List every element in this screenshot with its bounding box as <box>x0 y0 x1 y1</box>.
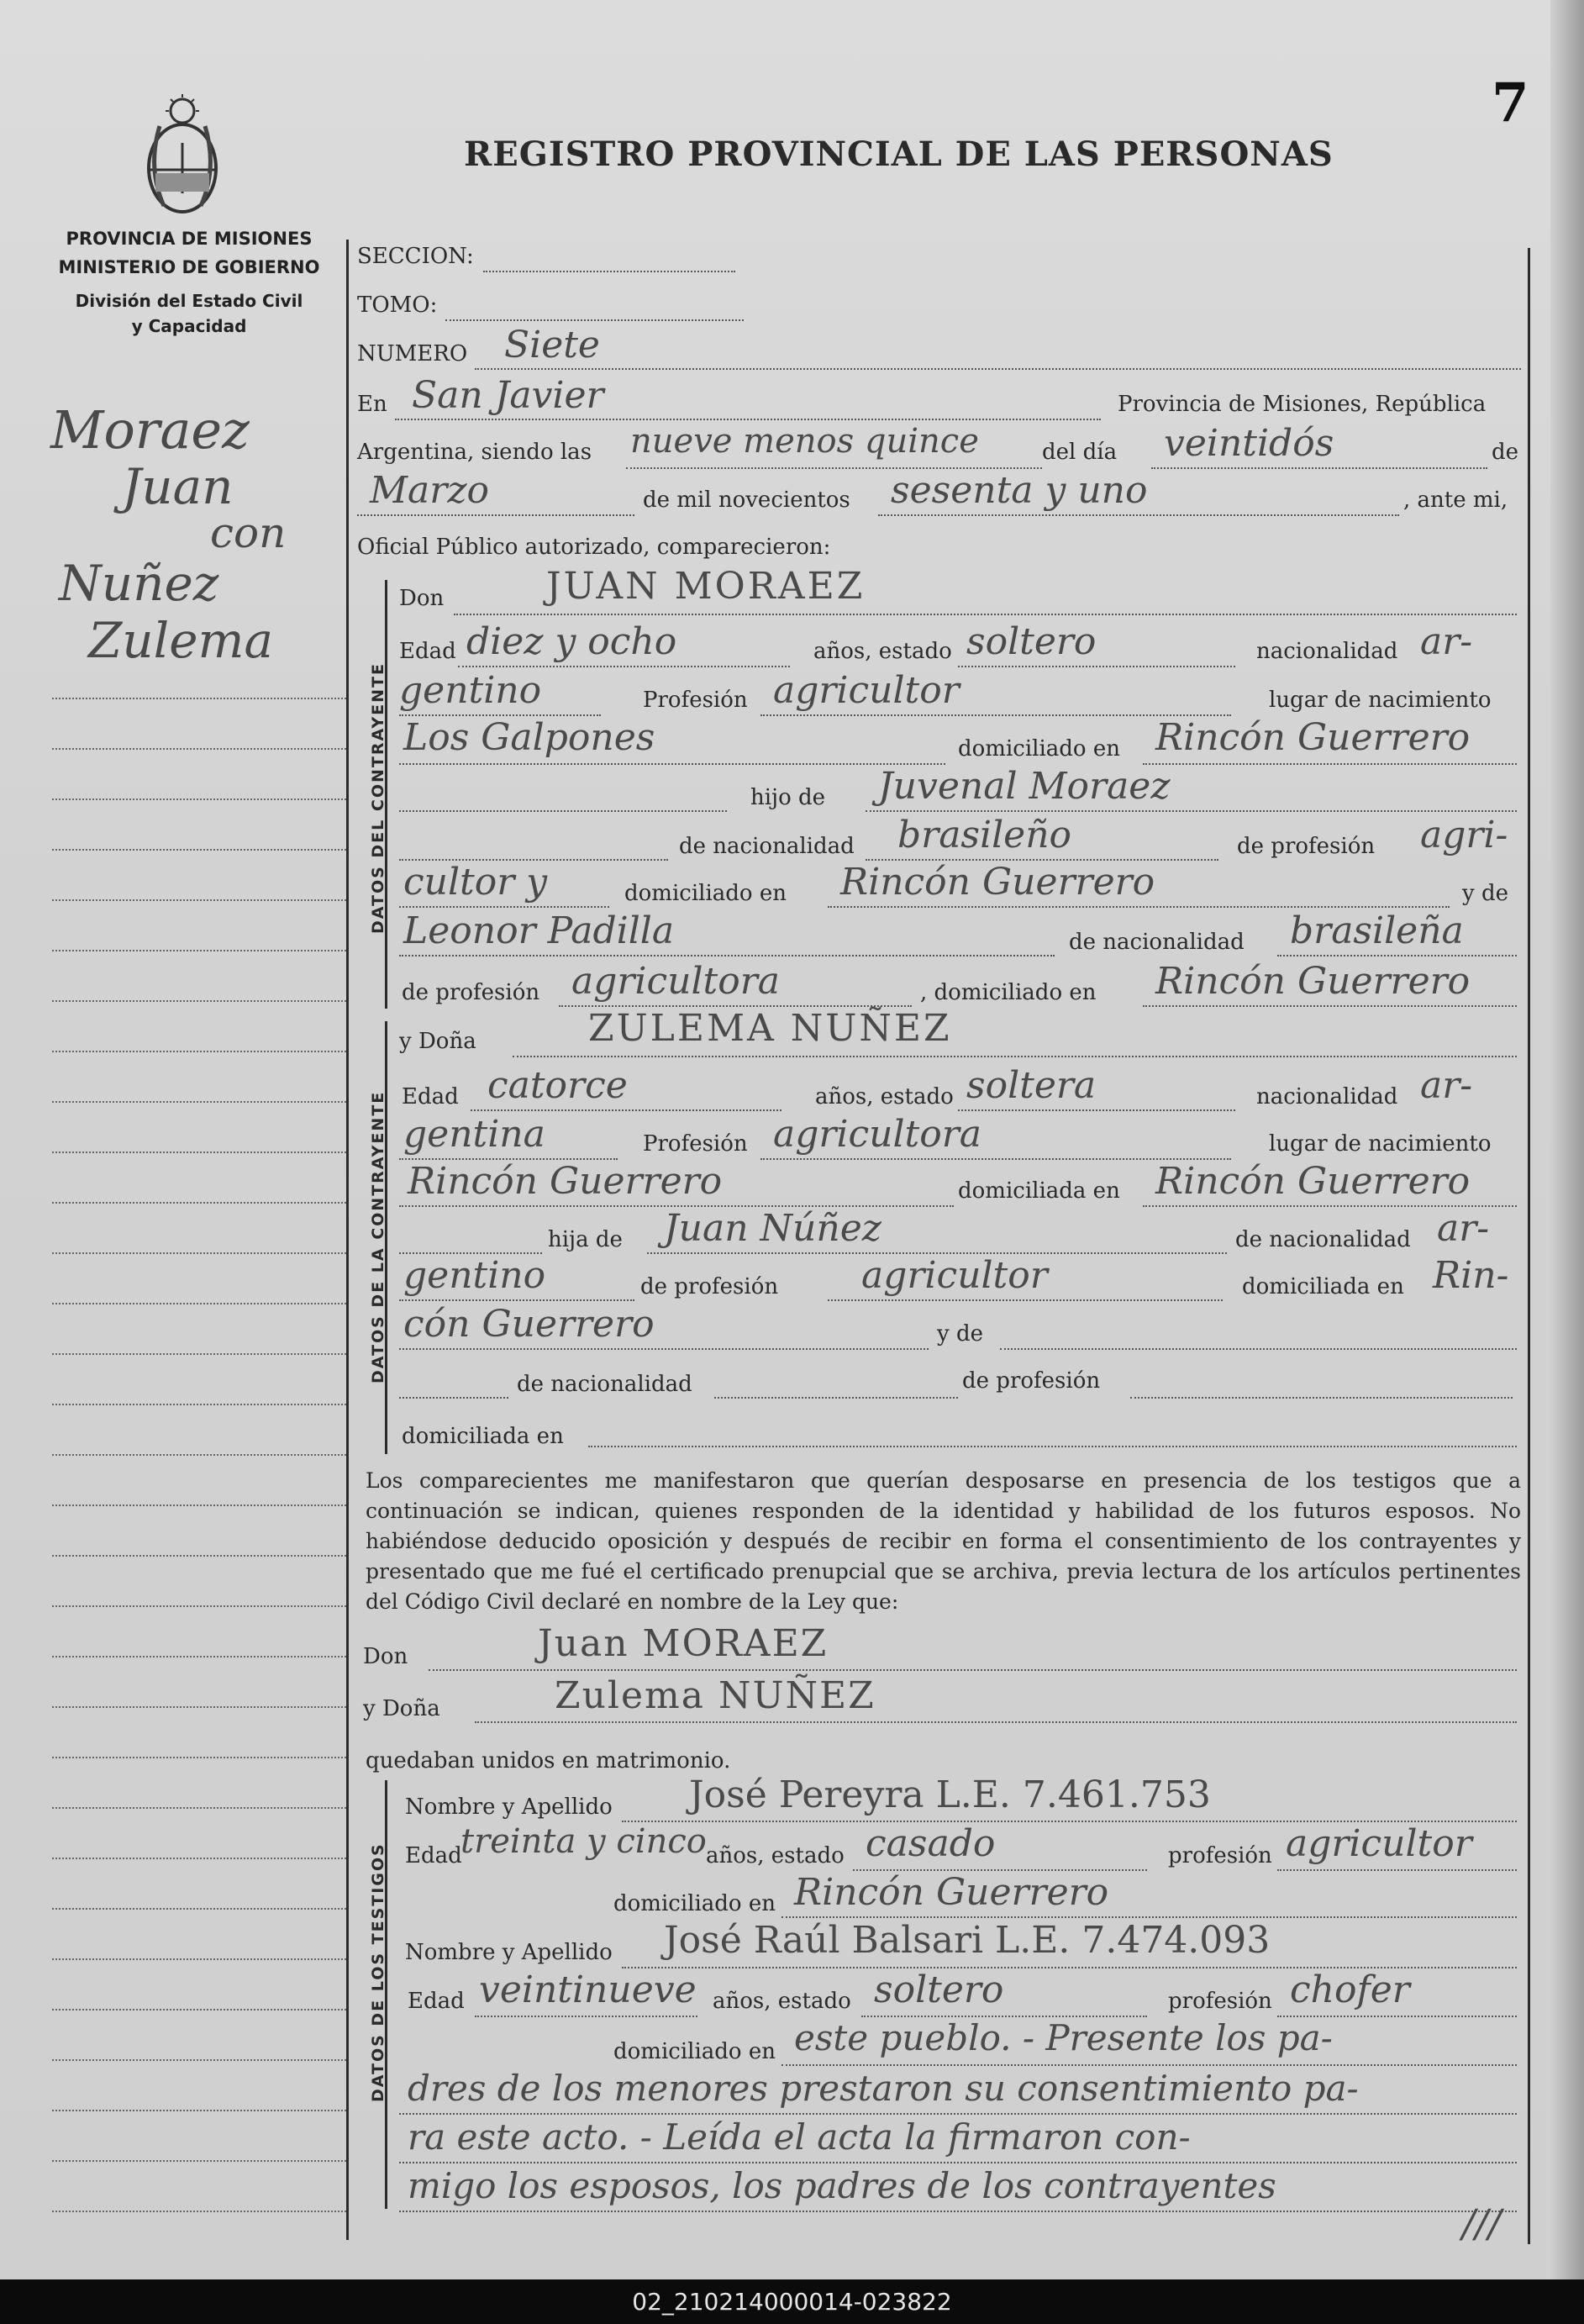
ministry-label: MINISTERIO DE GOBIERNO <box>58 257 320 277</box>
domiciliado-label: domiciliado en <box>958 736 1120 761</box>
t2-profesion-label: profesión <box>1168 1989 1272 2014</box>
testigo2-nombre: José Raúl Balsari L.E. 7.474.093 <box>664 1919 1271 1962</box>
padre-profesion-b: cultor y <box>403 861 548 904</box>
decl-don-value: Juan MORAEZ <box>538 1622 829 1665</box>
contrayente-section-label: DATOS DEL CONTRAYENTE <box>369 662 387 934</box>
margin-note-surname: Moraez <box>50 399 250 461</box>
contrayenta-estado: soltera <box>966 1064 1097 1107</box>
edad-label: Edad <box>399 639 456 664</box>
testigo2-estado: soltero <box>874 1968 1004 2011</box>
lugar-nacimiento-label-f: lugar de nacimiento <box>1269 1131 1492 1157</box>
declaracion-text: Los comparecientes me manifestaron que querían desposarse en presencia de los testigos que a continuación se indican, quienes responden de la identidad y habilidad de los futuros esposos. No habiéndose deducido oposición y después de recibir en forma el consentimiento de los contrayentes y presentado que me fué el certificado prenupcial que se archiva, previa lectura de los artículos pertinentes del Código Civil declaré en nombre de la Ley que: <box>366 1468 1521 1614</box>
madre-f-domicilio-label: domiciliada en <box>402 1424 564 1449</box>
padre-profesion-label: de profesión <box>1237 834 1376 859</box>
madre-f-nacionalidad-label: de nacionalidad <box>517 1372 692 1397</box>
madre-profesion-label: de profesión <box>402 980 540 1005</box>
argentina-text: Argentina, siendo las <box>357 440 592 465</box>
tomo-label: TOMO: <box>357 292 438 318</box>
nota-linea-2: ra este acto. - Leída el acta la firmaron con- <box>408 2116 1191 2158</box>
testigo1-nombre: José Pereyra L.E. 7.461.753 <box>689 1773 1211 1816</box>
padre-f-profesion-label: de profesión <box>640 1274 779 1299</box>
division-sublabel: y Capacidad <box>131 316 247 336</box>
hija-de-label: hija de <box>548 1227 623 1252</box>
madre-nacionalidad-label: de nacionalidad <box>1069 930 1245 955</box>
lugar-nacimiento-label: lugar de nacimiento <box>1269 688 1492 713</box>
domiciliada-label: domiciliada en <box>958 1178 1120 1204</box>
padre-f-nacionalidad-b: gentino <box>403 1254 546 1297</box>
testigo2-edad: veintinueve <box>479 1968 697 2011</box>
padre-f-nacionalidad-label: de nacionalidad <box>1235 1227 1411 1252</box>
contrayenta-domicilio: Rincón Guerrero <box>1155 1160 1471 1203</box>
contrayenta-edad: catorce <box>487 1064 628 1107</box>
madre-f-profesion-label: de profesión <box>962 1368 1101 1394</box>
contrayenta-nombre: ZULEMA NUÑEZ <box>588 1007 952 1050</box>
t2-edad-label: Edad <box>408 1989 465 2014</box>
margin-note-name: Juan <box>122 458 234 515</box>
contrayente-f-section-label: DATOS DE LA CONTRAYENTE <box>369 1090 387 1383</box>
margin-note-surname-2: Nuñez <box>59 555 219 612</box>
testigos-section-label: DATOS DE LOS TESTIGOS <box>369 1842 387 2102</box>
padre-domicilio-label: domiciliado en <box>624 881 787 906</box>
contrayenta-nacionalidad-a: ar- <box>1420 1064 1473 1107</box>
margin-note-name-2: Zulema <box>88 612 274 669</box>
testigo1-domicilio: Rincón Guerrero <box>794 1871 1109 1914</box>
decl-dona-value: Zulema NUÑEZ <box>555 1674 876 1717</box>
hijo-de-label: hijo de <box>750 785 826 810</box>
testigo2-profesion: chofer <box>1290 1968 1410 2011</box>
testigo2-domicilio: este pueblo. - Presente los pa- <box>794 2017 1333 2058</box>
del-dia-label: del día <box>1042 440 1118 465</box>
contrayente-madre: Leonor Padilla <box>403 909 675 952</box>
t2-anios-label: años, estado <box>713 1989 851 2014</box>
province-label: PROVINCIA DE MISIONES <box>66 229 313 249</box>
nacionalidad-label-f: nacionalidad <box>1256 1084 1398 1109</box>
t2-nombre-label: Nombre y Apellido <box>405 1940 613 1965</box>
t1-profesion-label: profesión <box>1168 1843 1272 1868</box>
contrayente-estado: soltero <box>966 620 1097 663</box>
profesion-label-f: Profesión <box>643 1131 748 1157</box>
testigo1-profesion: agricultor <box>1286 1822 1472 1865</box>
coat-of-arms-icon <box>139 92 227 219</box>
image-caption: 02_210214000014-023822 <box>0 2279 1584 2324</box>
contrayente-nacionalidad-a: ar- <box>1420 620 1473 663</box>
padre-f-nacionalidad-a: ar- <box>1437 1207 1490 1250</box>
t1-anios-label: años, estado <box>706 1843 845 1868</box>
madre-domicilio-label: , domiciliado en <box>920 980 1097 1005</box>
document-title: REGISTRO PROVINCIAL DE LAS PERSONAS <box>464 134 1334 174</box>
madre-domicilio: Rincón Guerrero <box>1155 960 1471 1003</box>
anios-estado-label: años, estado <box>813 639 952 664</box>
quedaban-text: quedaban unidos en matrimonio. <box>366 1748 731 1773</box>
de-label: de <box>1492 440 1519 465</box>
oficial-text: Oficial Público autorizado, comparecieron: <box>357 535 831 560</box>
y-de-label-f: y de <box>937 1321 983 1346</box>
contrayenta-nacionalidad-b: gentina <box>403 1113 545 1156</box>
contrayente-nombre: JUAN MORAEZ <box>546 565 866 608</box>
padre-nacionalidad-label: de nacionalidad <box>679 834 855 859</box>
contrayente-profesion: agricultor <box>773 669 960 712</box>
lugar-acta-value: San Javier <box>412 374 604 417</box>
nota-linea-1: dres de los menores prestaron su consentimiento pa- <box>408 2068 1359 2109</box>
contrayenta-padre: Juan Núñez <box>664 1207 881 1250</box>
testigo1-estado: casado <box>866 1822 996 1865</box>
contrayente-edad: diez y ocho <box>466 620 677 663</box>
margin-note-con: con <box>210 509 287 557</box>
padre-domicilio: Rincón Guerrero <box>840 861 1155 904</box>
testigo1-edad: treinta y cinco <box>460 1822 707 1861</box>
nota-continua: /// <box>1462 2200 1502 2246</box>
madre-profesion: agricultora <box>571 960 780 1003</box>
madre-nacionalidad: brasileña <box>1290 909 1464 952</box>
anios-estado-label-f: años, estado <box>815 1084 954 1109</box>
contrayente-domicilio: Rincón Guerrero <box>1155 716 1471 759</box>
t1-edad-label: Edad <box>405 1843 462 1868</box>
hora-value: nueve menos quince <box>630 422 979 461</box>
padre-nacionalidad: brasileño <box>897 814 1072 856</box>
page-edge-shadow <box>1550 0 1584 2279</box>
contrayente-padre: Juvenal Moraez <box>878 765 1171 808</box>
profesion-label: Profesión <box>643 688 748 713</box>
padre-f-profesion: agricultor <box>861 1254 1048 1297</box>
t2-domicilio-label: domiciliado en <box>613 2039 776 2064</box>
numero-label: NUMERO <box>357 341 468 366</box>
contrayente-nacionalidad-b: gentino <box>399 669 542 712</box>
padre-f-domicilio-a: Rin- <box>1433 1254 1509 1297</box>
en-label: En <box>357 392 387 417</box>
padre-f-domicilio-b: cón Guerrero <box>403 1303 655 1346</box>
seccion-label: SECCION: <box>357 244 474 269</box>
nacionalidad-label: nacionalidad <box>1256 639 1398 664</box>
division-label: División del Estado Civil <box>75 291 303 311</box>
dona-label: y Doña <box>399 1029 476 1054</box>
don-label: Don <box>399 586 445 611</box>
t1-nombre-label: Nombre y Apellido <box>405 1794 613 1820</box>
edad-label-f: Edad <box>402 1084 459 1109</box>
decl-dona-label: y Doña <box>363 1696 440 1721</box>
contrayente-lugar: Los Galpones <box>403 716 655 759</box>
contrayenta-profesion: agricultora <box>773 1113 981 1156</box>
provincia-text: Provincia de Misiones, República <box>1118 392 1487 417</box>
contrayenta-lugar: Rincón Guerrero <box>408 1160 723 1203</box>
y-de-label: y de <box>1462 881 1508 906</box>
padre-profesion-a: agri- <box>1420 814 1508 856</box>
page-number: 7 <box>1492 71 1529 134</box>
decl-don-label: Don <box>363 1644 408 1669</box>
padre-f-domicilio-label: domiciliada en <box>1242 1274 1404 1299</box>
ante-mi-text: , ante mi, <box>1403 487 1508 513</box>
nota-linea-3: migo los esposos, los padres de los contrayentes <box>408 2165 1276 2206</box>
mes-value: Marzo <box>370 469 489 512</box>
t1-domicilio-label: domiciliado en <box>613 1891 776 1916</box>
anio-value: sesenta y uno <box>891 469 1148 512</box>
mil-novecientos-label: de mil novecientos <box>643 487 850 513</box>
numero-value: Siete <box>504 324 600 366</box>
dia-value: veintidós <box>1164 422 1334 465</box>
